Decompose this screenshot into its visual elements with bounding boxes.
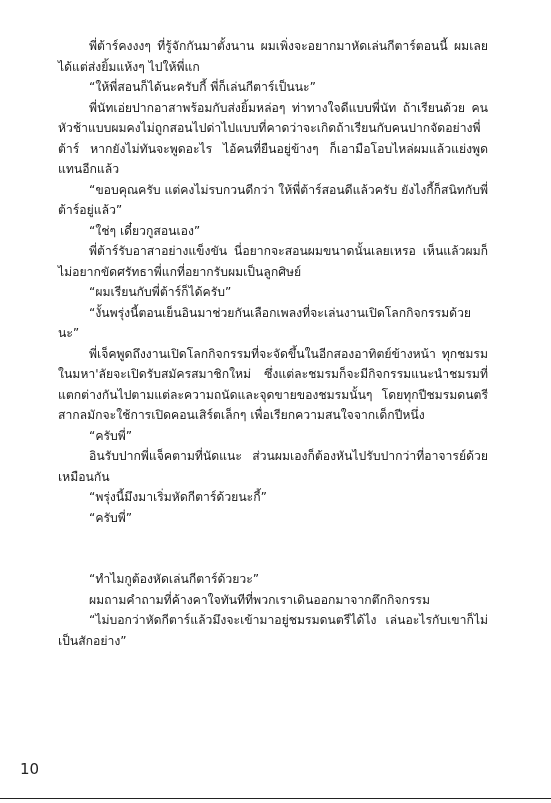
dialogue-line: “ไม่บอกว่าหัดกีตาร์แล้วมึงจะเข้ามาอยู่ชมรมดนตรีได้ไง เล่นอะไรกับเขาก็ไม่เป็นสักอย่าง” [58,613,488,648]
dialogue-line: “ครับพี่” [89,428,133,443]
page-number: 10 [20,760,40,778]
dialogue-line: “ใช่ๆ เดี๋ยวกูสอนเอง” [89,223,201,238]
dialogue-line: “ครับพี่” [89,510,133,525]
dialogue-line: “พรุ่งนี้มึงมาเริ่มหัดกีตาร์ด้วยนะกี้” [89,490,267,504]
paragraph: พี่ต้าร์รับอาสาอย่างแข็งขัน นี่อยากจะสอนผมขนาดนั้นเลยเหรอ เห็นแล้วผมก็ไม่อยากขัดศรัทธาพี่แกที่อยากรับผมเป็นลูกศิษย์ [58,244,488,279]
paragraph: ผมถามคำถามที่ค้างคาใจทันทีที่พวกเราเดินออกมาจากตึกกิจกรรม [89,592,430,607]
paragraph: พี่เจ็คพูดถึงงานเปิดโลกกิจกรรมที่จะจัดขึ้นในอีกสองอาทิตย์ข้างหน้า ทุกชมรมในมหา'ลัยจะเปิดรับสมัครสมาชิกใหม่ ซึ่งแต่ละชมรมก็จะมีกิจกรรมแนะนำชมรมที่แตกต่างกันไปตามแต่ละความถนัดและจุดขายของชมรมนั้นๆ โดยทุกปีชมรมดนตรีสากลมักจะใช้การเปิดคอนเสิร์ตเล็กๆ เพื่อเรียกความสนใจจากเด็กปีหนึ่ง [58,346,488,422]
dialogue-line: “ผมเรียนกับพี่ต้าร์ก็ได้ครับ” [89,285,232,299]
dialogue-line: “ขอบคุณครับ แต่คงไม่รบกวนดีกว่า ให้พี่ต้าร์สอนดีแล้วครับ ยังไงกี้ก็สนิทกับพี่ต้าร์อยู่แล้ว” [58,182,488,217]
bottom-divider [0,798,551,799]
paragraph: พี่ต้าร์คงงงๆ ที่รู้จักกันมาตั้งนาน ผมเพิ่งจะอยากมาหัดเล่นกีตาร์ตอนนี้ ผมเลยได้แต่ส่งยิ้มแห้งๆ ไปให้พี่แก [58,39,488,74]
dialogue-line: “งั้นพรุ่งนี้ตอนเย็นอินมาช่วยกันเลือกเพลงที่จะเล่นงานเปิดโลกกิจกรรมด้วยนะ” [58,305,472,340]
scene-break [58,528,488,569]
paragraph: อินรับปากพี่แจ็คตามที่นัดแนะ ส่วนผมเองก็ต้องหันไปรับปากว่าที่อาจารย์ด้วยเหมือนกัน [58,449,488,484]
dialogue-line: “ให้พี่สอนก็ได้นะครับกี้ พี่ก็เล่นกีตาร์เป็นนะ” [89,80,316,94]
paragraph: พี่นัทเอ่ยปากอาสาพร้อมกับส่งยิ้มหล่อๆ ท่าทางใจดีแบบพี่นัท ถ้าเรียนด้วย คนหัวช้าแบบผมคงไม่ถูกสอนไปด่าไปแบบที่คาดว่าจะเกิดถ้าเรียนกับคนปากจัดอย่างพี่ต้าร์ หากยังไม่ทันจะพูดอะไร ไอ้คนที่ยืนอยู่ข้างๆ ก็เอามือโอบไหล่ผมแล้วแย่งพูดแทนอีกแล้ว [58,100,488,176]
body-text [58,36,488,651]
dialogue-line: “ทำไมกูต้องหัดเล่นกีตาร์ด้วยวะ” [89,572,260,586]
